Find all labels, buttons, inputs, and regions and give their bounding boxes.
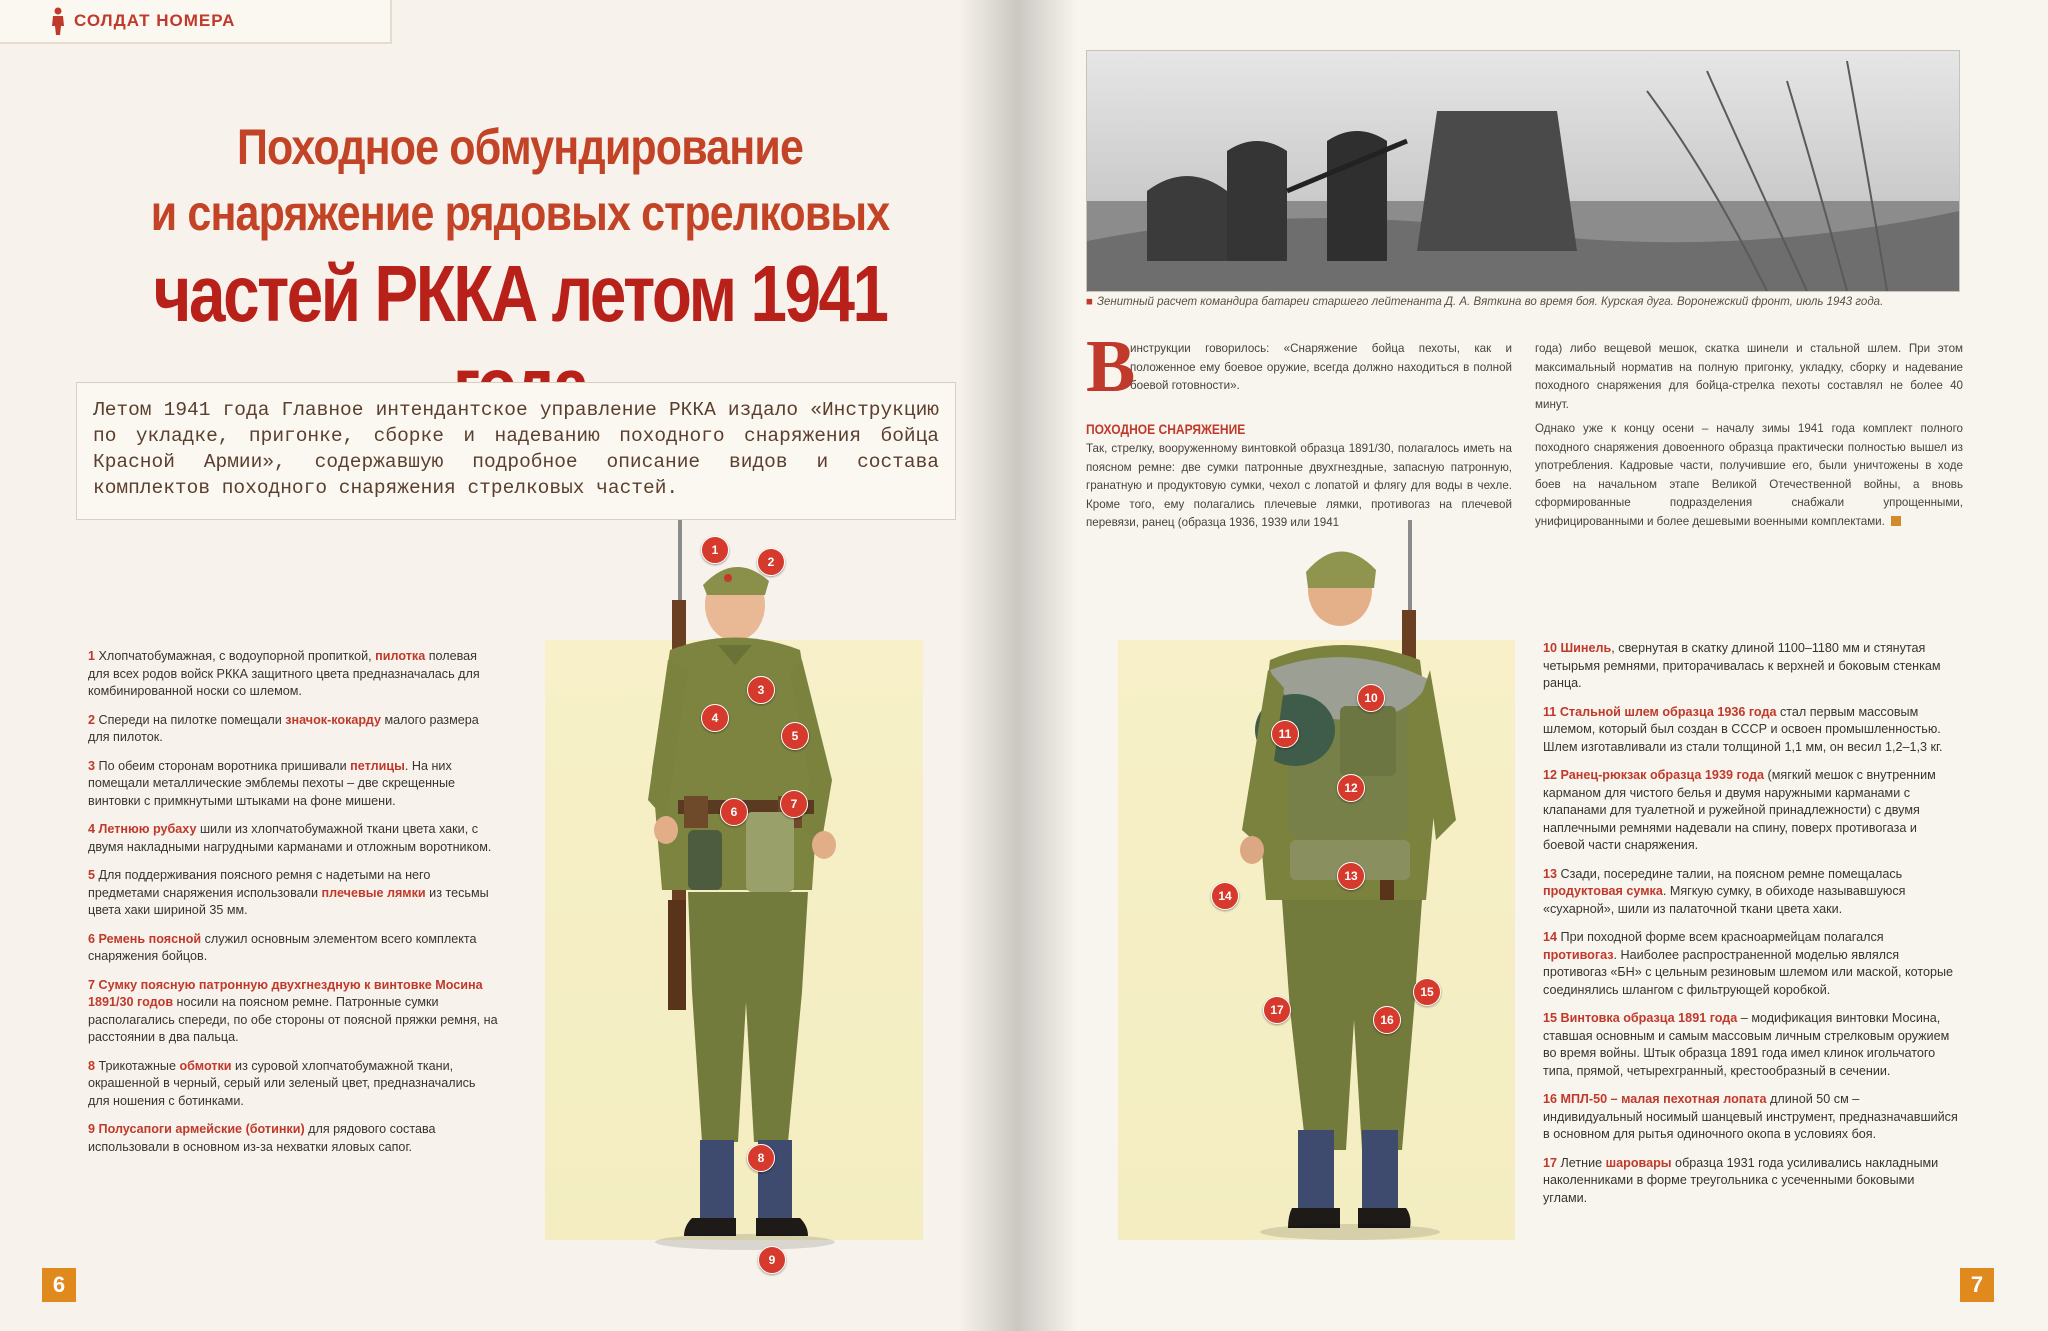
item-number: 7: [88, 977, 96, 992]
item-text-after: полевая для всех родов войск РККА защитного цвета предназначалась для комбинированной носки со шлемом.: [88, 649, 480, 698]
section-header-tab: [0, 0, 392, 44]
list-item: [88, 821, 498, 856]
historical-photo: [1086, 50, 1960, 292]
list-item: [88, 712, 498, 747]
callout-marker-7: 7: [780, 790, 808, 818]
callout-marker-16: 16: [1373, 1006, 1401, 1034]
list-item: [1543, 1091, 1960, 1144]
callout-marker-4: 4: [701, 704, 729, 732]
right-item-list: [1543, 640, 1960, 1218]
item-key-term: МПЛ-50 – малая пехотная лопата: [1560, 1092, 1767, 1106]
item-text-after: – модификация винтовки Мосина, ставшая основным и самым массовым личным стрелковым оружием во время войны. Штык образца 1891 года имел клинок игольчатого типа, прямой, четырехгранный, крестообразный в сечении.: [1543, 1011, 1950, 1078]
list-item: [1543, 704, 1960, 757]
list-item: [1543, 640, 1960, 693]
item-key-term: Стальной шлем образца 1936 года: [1559, 704, 1777, 719]
gutter-shadow-left: [958, 0, 1018, 1331]
callout-marker-6: 6: [720, 798, 748, 826]
left-item-list: [88, 648, 498, 1167]
item-key-term: Летнюю рубаху: [98, 822, 197, 836]
left-page: [0, 0, 1018, 1331]
item-number: 5: [88, 868, 96, 882]
list-item: [1543, 767, 1960, 855]
callout-marker-1: 1: [701, 536, 729, 564]
item-key-term: противогаз: [1543, 947, 1614, 962]
list-item: [88, 758, 498, 811]
article-lead: инструкции говорилось: «Снаряжение бойца пехоты, как и положенное ему боевое оружие, всегда должно находиться в полной боевой готовности».: [1130, 342, 1512, 392]
item-key-term: Ранец-рюкзак образца 1939 года: [1560, 768, 1765, 782]
item-text-before: По обеим сторонам воротника пришивали: [98, 758, 351, 773]
item-key-term: Полусапоги армейские (ботинки): [98, 1122, 305, 1136]
item-text-before: Хлопчатобумажная, с водоупорной пропиткой,: [98, 649, 376, 663]
photo-caption: [1086, 296, 1986, 308]
item-number: 13: [1543, 866, 1558, 881]
title-line-2: и снаряжение рядовых стрелковых: [150, 185, 890, 241]
page-number-left: 6: [42, 1268, 76, 1302]
item-key-term: продуктовая сумка: [1543, 884, 1663, 898]
item-text-after: (мягкий мешок с внутренним карманом для чистого белья и двумя наружными карманами с клапанами для туалетной и ружейной принадлежности) с двумя наплечными ремнями надевали на спину, поверх противогаза и боевой части снаряжения.: [1543, 768, 1936, 852]
item-number: 6: [88, 931, 96, 946]
item-text-after: из суровой хлопчатобумажной ткани, окрашенной в черный, серый или зеленый цвет, предназначались для ношения с ботинками.: [88, 1058, 476, 1108]
item-number: 10: [1543, 641, 1558, 655]
item-text-after: . На них помещали металлические эмблемы пехоты – две скрещенные винтовки с примкнутыми штыками на фоне мишени.: [88, 758, 456, 808]
end-of-article-mark: [1891, 516, 1901, 526]
intro-box: Летом 1941 года Главное интендантское управление РККА издало «Инструкцию по укладке, пригонке, сборке и надеванию походного снаряжения бойца Красной Армии», содержавшую подробное описание видов и состава комплектов походного снаряжения стрелковых частей.: [76, 382, 956, 520]
article-body-3-text: Однако уже к концу осени – началу зимы 1941 года комплект полного походного снаряжения довоенного образца практически полностью вышел из употребления. Кадровые части, получившие его, были уничтожены в ходе боев на начальном этапе Великой Отечественной войны, а вновь сформированные подразделения снабжали упрощенными, унифицированными и более дешевыми военными комплектами.: [1535, 422, 1963, 528]
item-number: 3: [88, 758, 96, 773]
photo-image: [1087, 51, 1959, 291]
callout-marker-13: 13: [1337, 862, 1365, 890]
item-key-term: шаровары: [1605, 1155, 1672, 1170]
callout-marker-3: 3: [747, 676, 775, 704]
callout-marker-10: 10: [1357, 684, 1385, 712]
gutter-shadow-right: [1018, 0, 1078, 1331]
item-text-after: шили из хлопчатобумажной ткани цвета хаки, с двумя накладными нагрудными карманами и отложным воротником.: [88, 822, 492, 854]
list-item: [88, 1121, 498, 1156]
article-body-1: Так, стрелку, вооруженному винтовкой образца 1891/30, полагалось иметь на поясном ремне: две сумки патронные двухгнездные, запасную патронную, гранатную и продуктовую сумки, чехол с лопатой и флягу для воды в чехле. Кроме того, ему полагались плечевые лямки, противогаз на плечевой перевязи, ранец (образца 1936, 1939 или 1941: [1086, 442, 1512, 529]
item-text-after: стал первым массовым шлемом, который был создан в СССР и освоен промышленностью. Шлем изготавливали из стали толщиной 1,1 мм, он весил 1,2–1,3 кг.: [1543, 704, 1943, 754]
callout-marker-11: 11: [1271, 720, 1299, 748]
list-item: [1543, 929, 1960, 999]
item-text-after: служил основным элементом всего комплекта снаряжения бойцов.: [88, 931, 477, 963]
item-number: 14: [1543, 930, 1558, 944]
item-key-term: Шинель: [1560, 641, 1612, 655]
item-text-after: длиной 50 см – индивидуальный носимый шанцевый инструмент, предназначавшийся в основном для рытья одиночного окопа в условиях боя.: [1543, 1092, 1958, 1141]
list-item: [1543, 1010, 1960, 1080]
item-text-after: малого размера для пилоток.: [88, 712, 479, 744]
list-item: [88, 1058, 498, 1111]
item-number: 9: [88, 1122, 96, 1136]
article-body-3: [1535, 420, 1963, 531]
item-text-before: Летние: [1560, 1155, 1606, 1170]
list-item: [88, 931, 498, 966]
item-text-before: Для поддерживания поясного ремня с надетыми на него предметами снаряжения использовали: [88, 868, 431, 900]
item-number: 16: [1543, 1092, 1558, 1106]
title-line-1: Походное обмундирование: [236, 119, 804, 175]
item-text-after: , свернутая в скатку длиной 1100–1180 мм и стянутая четырьмя ремнями, приторачивалась к верхней и боковым стенкам ранца.: [1543, 641, 1941, 690]
item-text-after: образца 1931 года усиливались накладными наколенниками в форме треугольника с усеченными боковыми углами.: [1543, 1155, 1939, 1205]
item-text-before: Спереди на пилотке помещали: [98, 712, 286, 727]
soldier-front-illustration: [560, 500, 890, 1280]
section-label: СОЛДАТ НОМЕРА: [74, 11, 236, 30]
article-body-2: года) либо вещевой мешок, скатка шинели и стальной шлем. При этом максимальный норматив на полную пригонку, укладку, сборку и надевание походного снаряжения для бойца-стрелка пехоты составлял не более 40 минут.: [1535, 342, 1963, 411]
item-key-term: плечевые лямки: [321, 885, 426, 900]
callout-marker-5: 5: [781, 722, 809, 750]
item-key-term: значок-кокарду: [285, 712, 381, 727]
item-key-term: пилотка: [375, 649, 426, 663]
item-key-term: Ремень поясной: [98, 931, 202, 946]
callout-marker-14: 14: [1211, 882, 1239, 910]
flag-icon: ■: [1086, 296, 1093, 308]
list-item: [1543, 866, 1960, 919]
item-number: 2: [88, 712, 96, 727]
item-number: 15: [1543, 1011, 1558, 1025]
list-item: [88, 867, 498, 920]
item-number: 1: [88, 649, 96, 663]
item-text-after: для рядового состава использовали в основном из-за нехватки яловых сапог.: [88, 1122, 436, 1154]
item-text-before: Трикотажные: [98, 1058, 180, 1073]
callout-marker-8: 8: [747, 1144, 775, 1172]
callout-marker-17: 17: [1263, 996, 1291, 1024]
item-key-term: петлицы: [350, 758, 405, 773]
callout-marker-15: 15: [1413, 978, 1441, 1006]
item-key-term: Винтовка образца 1891 года: [1560, 1011, 1738, 1025]
item-number: 12: [1543, 768, 1558, 782]
page-number-right: 7: [1960, 1268, 1994, 1302]
item-key-term: обмотки: [179, 1058, 232, 1073]
callout-marker-2: 2: [757, 548, 785, 576]
item-text-after: носили на поясном ремне. Патронные сумки располагались спереди, по обе стороны от поясной пряжки ремня, на расстоянии в два пальца.: [88, 995, 498, 1044]
item-key-term: Сумку поясную патронную двухгнездную к винтовке Мосина 1891/30 годов: [88, 977, 483, 1009]
item-text-after: . Наиболее распространенной моделью являлся противогаз «БН» с цельным резиновым шлемом или маской, которые соединялись шлангом с фильтрующей коробкой.: [1543, 947, 1954, 997]
list-item: [88, 648, 498, 701]
article-heading: ПОХОДНОЕ СНАРЯЖЕНИЕ: [1086, 421, 1246, 437]
item-text-before: Сзади, посередине талии, на поясном ремне помещалась: [1560, 866, 1903, 881]
item-number: 17: [1543, 1155, 1558, 1170]
title-line-3: частей РККА летом 1941: [153, 249, 887, 338]
callout-marker-9: 9: [758, 1246, 786, 1274]
list-item: [88, 977, 498, 1047]
photo-caption-text: Зенитный расчет командира батареи старшего лейтенанта Д. А. Вяткина во время боя. Курская дуга. Воронежский фронт, июль 1943 года.: [1096, 296, 1884, 308]
list-item: [1543, 1155, 1960, 1208]
soldier-silhouette-icon: [50, 7, 66, 35]
item-number: 11: [1543, 704, 1557, 719]
item-text-before: При походной форме всем красноармейцам полагался: [1560, 930, 1884, 944]
item-text-after: . Мягкую сумку, в обиходе называвшуюся «сухарной», шили из палаточной ткани цвета хаки.: [1543, 884, 1906, 916]
item-number: 4: [88, 822, 96, 836]
item-text-after: из тесьмы цвета хаки шириной 35 мм.: [88, 885, 489, 917]
item-number: 8: [88, 1058, 96, 1073]
dropcap: В: [1086, 326, 1136, 408]
callout-marker-12: 12: [1337, 774, 1365, 802]
